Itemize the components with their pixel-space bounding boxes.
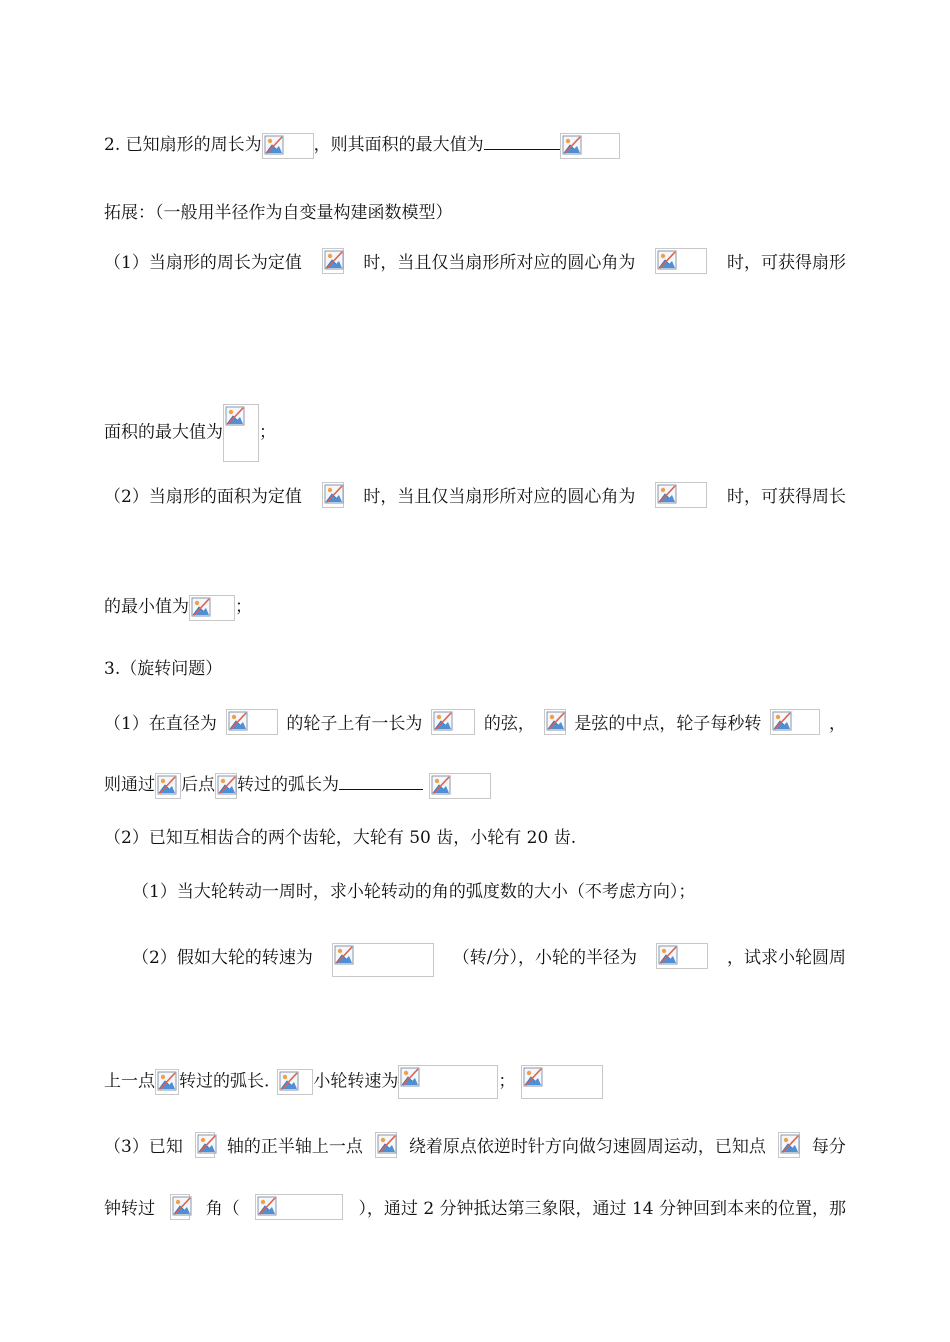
broken-image-icon bbox=[398, 1065, 498, 1099]
text-segment: 的最小值为 bbox=[104, 597, 189, 617]
broken-image-icon bbox=[155, 1069, 179, 1095]
broken-image-icon bbox=[375, 1132, 397, 1158]
broken-image-icon bbox=[656, 943, 708, 969]
text-segment: 时，当且仅当扇形所对应的圆心角为 bbox=[363, 487, 636, 507]
question-3-item-1-continued bbox=[104, 770, 846, 800]
broken-image-icon bbox=[155, 773, 181, 799]
text-segment: 时，可获得周长 bbox=[726, 487, 846, 507]
text-segment: （2）当扇形的面积为定值 bbox=[104, 487, 302, 507]
text-segment: 每分 bbox=[811, 1137, 846, 1157]
question-3-item-3 bbox=[104, 1132, 846, 1162]
text-segment: 后点 bbox=[181, 775, 215, 795]
broken-image-icon bbox=[255, 1194, 343, 1220]
text-segment: 是弦的中点，轮子每秒转 bbox=[574, 714, 762, 734]
text-segment: 则通过 bbox=[104, 775, 155, 795]
text-segment: 时，可获得扇形 bbox=[726, 253, 846, 273]
broken-image-icon bbox=[195, 1132, 215, 1158]
text-segment: 时，当且仅当扇形所对应的圆心角为 bbox=[363, 253, 636, 273]
text-segment: ； bbox=[498, 1071, 516, 1092]
text-segment: （1）当扇形的周长为定值 bbox=[104, 253, 302, 273]
question-3-item-3-continued bbox=[104, 1194, 846, 1224]
question-3-item-2-sub-2 bbox=[132, 943, 846, 973]
text-segment: ，试求小轮圆周 bbox=[727, 948, 846, 968]
broken-image-icon bbox=[170, 1194, 190, 1220]
text-segment: ； bbox=[235, 597, 252, 617]
broken-image-icon bbox=[429, 773, 491, 799]
broken-image-icon bbox=[431, 709, 475, 735]
question-3-item-2: （2）已知互相齿合的两个齿轮，大轮有 50 齿，小轮有 20 齿. bbox=[104, 828, 577, 848]
question-2-line bbox=[104, 130, 846, 160]
broken-image-icon bbox=[262, 133, 314, 159]
question-3-title: 3.（旋转问题） bbox=[104, 659, 223, 679]
broken-image-icon bbox=[322, 248, 344, 274]
text-segment: ； bbox=[259, 422, 276, 443]
broken-image-icon bbox=[189, 595, 235, 621]
extension-item-1-continued bbox=[104, 404, 846, 443]
text-segment: （2）假如大轮的转速为 bbox=[132, 948, 313, 968]
text-segment: 角（ bbox=[205, 1199, 240, 1219]
answer-blank bbox=[484, 131, 560, 150]
broken-image-icon bbox=[560, 133, 620, 159]
broken-image-icon bbox=[226, 709, 278, 735]
answer-blank bbox=[339, 771, 423, 790]
text-segment: 绕着原点依逆时针方向做匀速圆周运动，已知点 bbox=[408, 1137, 766, 1157]
text-segment: （转/分），小轮的半径为 bbox=[452, 948, 638, 968]
text-segment: 的轮子上有一长为 bbox=[286, 714, 423, 734]
broken-image-icon bbox=[223, 404, 259, 462]
question-3-item-2-sub-2-continued bbox=[104, 1065, 846, 1095]
text-segment: 小轮转速为 bbox=[313, 1071, 399, 1092]
broken-image-icon bbox=[521, 1065, 603, 1099]
broken-image-icon bbox=[655, 482, 707, 508]
broken-image-icon bbox=[332, 943, 434, 977]
extension-item-2-continued bbox=[104, 592, 846, 622]
broken-image-icon bbox=[778, 1132, 800, 1158]
text-segment: 面积的最大值为 bbox=[104, 422, 223, 443]
broken-image-icon bbox=[770, 709, 820, 735]
text-segment: 轴的正半轴上一点 bbox=[226, 1137, 363, 1157]
extension-item-1 bbox=[104, 248, 846, 278]
text-segment: ），通过 2 分钟抵达第三象限，通过 14 分钟回到本来的位置，那 bbox=[358, 1199, 846, 1219]
text-segment: 转过的弧长为 bbox=[237, 775, 339, 795]
broken-image-icon bbox=[322, 482, 344, 508]
broken-image-icon bbox=[277, 1069, 313, 1095]
question-3-item-1 bbox=[104, 709, 846, 739]
extension-title: 拓展：（一般用半径作为自变量构建函数模型） bbox=[104, 203, 453, 223]
text-segment: ，则其面积的最大值为 bbox=[313, 135, 484, 155]
text-segment: ， bbox=[828, 714, 846, 734]
broken-image-icon bbox=[215, 773, 237, 799]
text-segment: （3）已知 bbox=[104, 1137, 183, 1157]
broken-image-icon bbox=[544, 709, 566, 735]
text-segment: （1）在直径为 bbox=[104, 714, 217, 734]
extension-item-2 bbox=[104, 482, 846, 512]
text-segment: 2. 已知扇形的周长为 bbox=[104, 135, 262, 155]
text-segment: 的弦， bbox=[483, 714, 535, 734]
broken-image-icon bbox=[655, 248, 707, 274]
text-segment: 上一点 bbox=[104, 1071, 155, 1092]
text-segment: 钟转过 bbox=[104, 1199, 155, 1219]
text-segment: 转过的弧长. bbox=[179, 1071, 270, 1092]
question-3-item-2-sub-1: （1）当大轮转动一周时，求小轮转动的角的弧度数的大小（不考虑方向）； bbox=[132, 882, 696, 902]
